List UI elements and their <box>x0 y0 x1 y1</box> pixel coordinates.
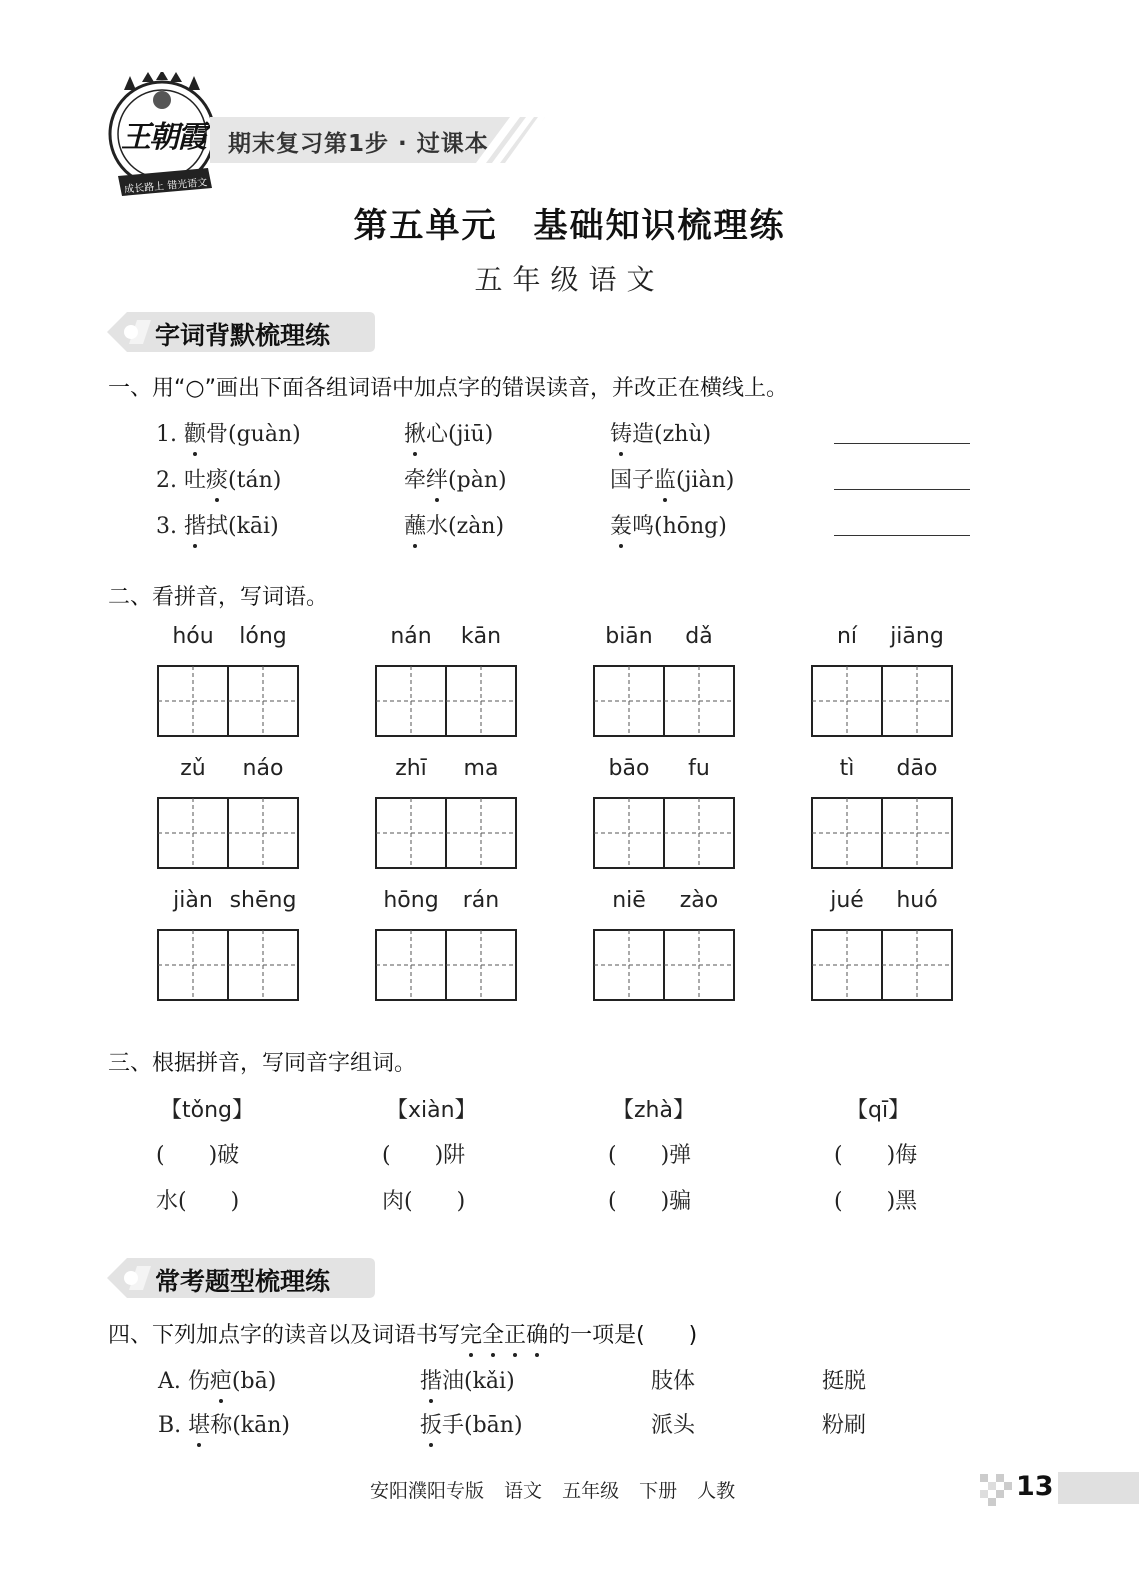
writing-grid-box[interactable] <box>157 665 297 735</box>
logo-motto: 成长路上 错光语文 <box>123 177 208 196</box>
step-banner-text: 期末复习第1步 · 过课本 <box>228 131 489 157</box>
pinyin-label <box>811 888 953 913</box>
option-a-item-3: 肢体 <box>651 1369 696 1394</box>
pinyin-label <box>375 624 517 649</box>
homophone-pinyin-1: 【tǒng】 <box>160 1098 254 1123</box>
pinyin-syllable: fu <box>688 756 710 781</box>
homophone-pinyin-2: 【xiàn】 <box>386 1098 477 1123</box>
pinyin-label <box>375 756 517 781</box>
question-4-heading: 四、下列加点字的读音以及词语书写完全正确的一项是( ) <box>108 1318 697 1349</box>
homophone-blank-3b[interactable]: ( )骗 <box>608 1189 692 1214</box>
emphasis-dotted-text: 完全正确 <box>460 1323 548 1348</box>
pinyin-label <box>157 624 299 649</box>
homophone-pinyin-4: 【qī】 <box>846 1098 911 1123</box>
pinyin-syllable: jué <box>830 888 864 913</box>
q1-row-3-item-1: 3. 揩拭(kāi) <box>156 509 279 540</box>
answer-line-2[interactable] <box>834 489 970 490</box>
pinyin-syllable: zào <box>679 888 719 913</box>
page-subtitle: 五年级语文 <box>474 263 665 296</box>
page-number-bar <box>1058 1472 1139 1504</box>
pinyin-label <box>375 888 517 913</box>
writing-grid-box[interactable] <box>375 797 515 867</box>
q1-row-3-item-3: 轰鸣(hōng) <box>610 509 727 540</box>
option-b-item-2: 扳手(bān) <box>420 1408 523 1439</box>
q1-row-3-item-2: 蘸水(zàn) <box>404 509 504 540</box>
q1-row-2-item-2: 牵绊(pàn) <box>404 463 507 494</box>
writing-grid-box[interactable] <box>593 797 733 867</box>
pinyin-syllable: ní <box>836 624 858 649</box>
pinyin-syllable: niē <box>612 888 646 913</box>
homophone-blank-4b[interactable]: ( )黑 <box>834 1189 918 1214</box>
page-number: 13 <box>1016 1471 1054 1502</box>
section-tab-question-types <box>107 1258 375 1298</box>
homophone-blank-2b[interactable]: 肉( ) <box>382 1189 466 1214</box>
pinyin-label <box>593 888 735 913</box>
option-a-item-1[interactable]: A. 伤疤(bā) <box>158 1364 276 1395</box>
pinyin-syllable: náo <box>242 756 284 781</box>
option-b-item-4: 粉刷 <box>822 1413 867 1438</box>
homophone-blank-4a[interactable]: ( )侮 <box>834 1143 918 1168</box>
writing-grid-box[interactable] <box>375 665 515 735</box>
section-label: 字词背默梳理练 <box>155 321 331 350</box>
writing-grid-box[interactable] <box>811 665 951 735</box>
writing-grid-box[interactable] <box>375 929 515 999</box>
footer-edition: 安阳濮阳专版 语文 五年级 下册 人教 <box>370 1480 736 1502</box>
pinyin-syllable: nán <box>390 624 432 649</box>
writing-grid-box[interactable] <box>593 665 733 735</box>
logo-name: 王朝霞 <box>121 120 205 155</box>
section-label: 常考题型梳理练 <box>155 1267 331 1296</box>
pinyin-label <box>157 888 299 913</box>
pinyin-syllable: ma <box>463 756 499 781</box>
pinyin-syllable: biān <box>605 624 653 649</box>
pinyin-syllable: rán <box>462 888 500 913</box>
pinyin-syllable: huó <box>896 888 938 913</box>
pinyin-syllable: hóu <box>172 624 214 649</box>
pinyin-syllable: shēng <box>229 888 297 913</box>
question-1-heading: 一、用“○”画出下面各组词语中加点字的错误读音，并改正在横线上。 <box>108 376 788 401</box>
pinyin-syllable: bāo <box>608 756 650 781</box>
q1-row-2-item-1: 2. 吐痰(tán) <box>156 463 281 494</box>
pinyin-syllable: dāo <box>896 756 938 781</box>
pinyin-label <box>811 624 953 649</box>
q1-row-2-item-3: 国子监(jiàn) <box>610 463 734 494</box>
section-tab-vocab <box>107 312 375 352</box>
homophone-blank-1b[interactable]: 水( ) <box>156 1189 240 1214</box>
pinyin-syllable: zhī <box>395 756 427 781</box>
pinyin-label <box>811 756 953 781</box>
q1-row-1-item-3: 铸造(zhù) <box>610 417 711 448</box>
pinyin-syllable: hōng <box>383 888 439 913</box>
homophone-blank-2a[interactable]: ( )阱 <box>382 1143 466 1168</box>
page-corner-pattern <box>980 1474 1012 1510</box>
page-title: 第五单元 基础知识梳理练 <box>353 206 786 246</box>
option-b-item-3: 派头 <box>651 1413 696 1438</box>
pinyin-syllable: kān <box>460 624 502 649</box>
pinyin-syllable: dǎ <box>685 624 713 649</box>
option-a-item-4: 挺脱 <box>822 1369 867 1394</box>
option-b-item-1[interactable]: B. 堪称(kān) <box>158 1408 290 1439</box>
question-2-heading: 二、看拼音，写词语。 <box>108 585 329 610</box>
writing-grid-box[interactable] <box>157 797 297 867</box>
homophone-pinyin-3: 【zhà】 <box>612 1098 695 1123</box>
pinyin-label <box>157 756 299 781</box>
writing-grid-box[interactable] <box>157 929 297 999</box>
homophone-blank-1a[interactable]: ( )破 <box>156 1143 240 1168</box>
pinyin-syllable: jiàn <box>173 888 213 913</box>
pinyin-syllable: jiāng <box>890 624 944 649</box>
answer-line-3[interactable] <box>834 535 970 536</box>
homophone-blank-3a[interactable]: ( )弹 <box>608 1143 692 1168</box>
writing-grid-box[interactable] <box>811 797 951 867</box>
answer-line-1[interactable] <box>834 443 970 444</box>
pinyin-syllable: zǔ <box>180 756 206 781</box>
pinyin-label <box>593 756 735 781</box>
q1-row-1-item-1: 1. 颧骨(guàn) <box>156 417 301 448</box>
writing-grid-box[interactable] <box>593 929 733 999</box>
pinyin-label <box>593 624 735 649</box>
pinyin-syllable: tì <box>839 756 855 781</box>
option-a-item-2: 揩油(kǎi) <box>420 1364 515 1395</box>
question-3-heading: 三、根据拼音，写同音字组词。 <box>108 1051 417 1076</box>
q1-row-1-item-2: 揪心(jiū) <box>404 417 493 448</box>
writing-grid-box[interactable] <box>811 929 951 999</box>
pinyin-syllable: lóng <box>239 624 287 649</box>
